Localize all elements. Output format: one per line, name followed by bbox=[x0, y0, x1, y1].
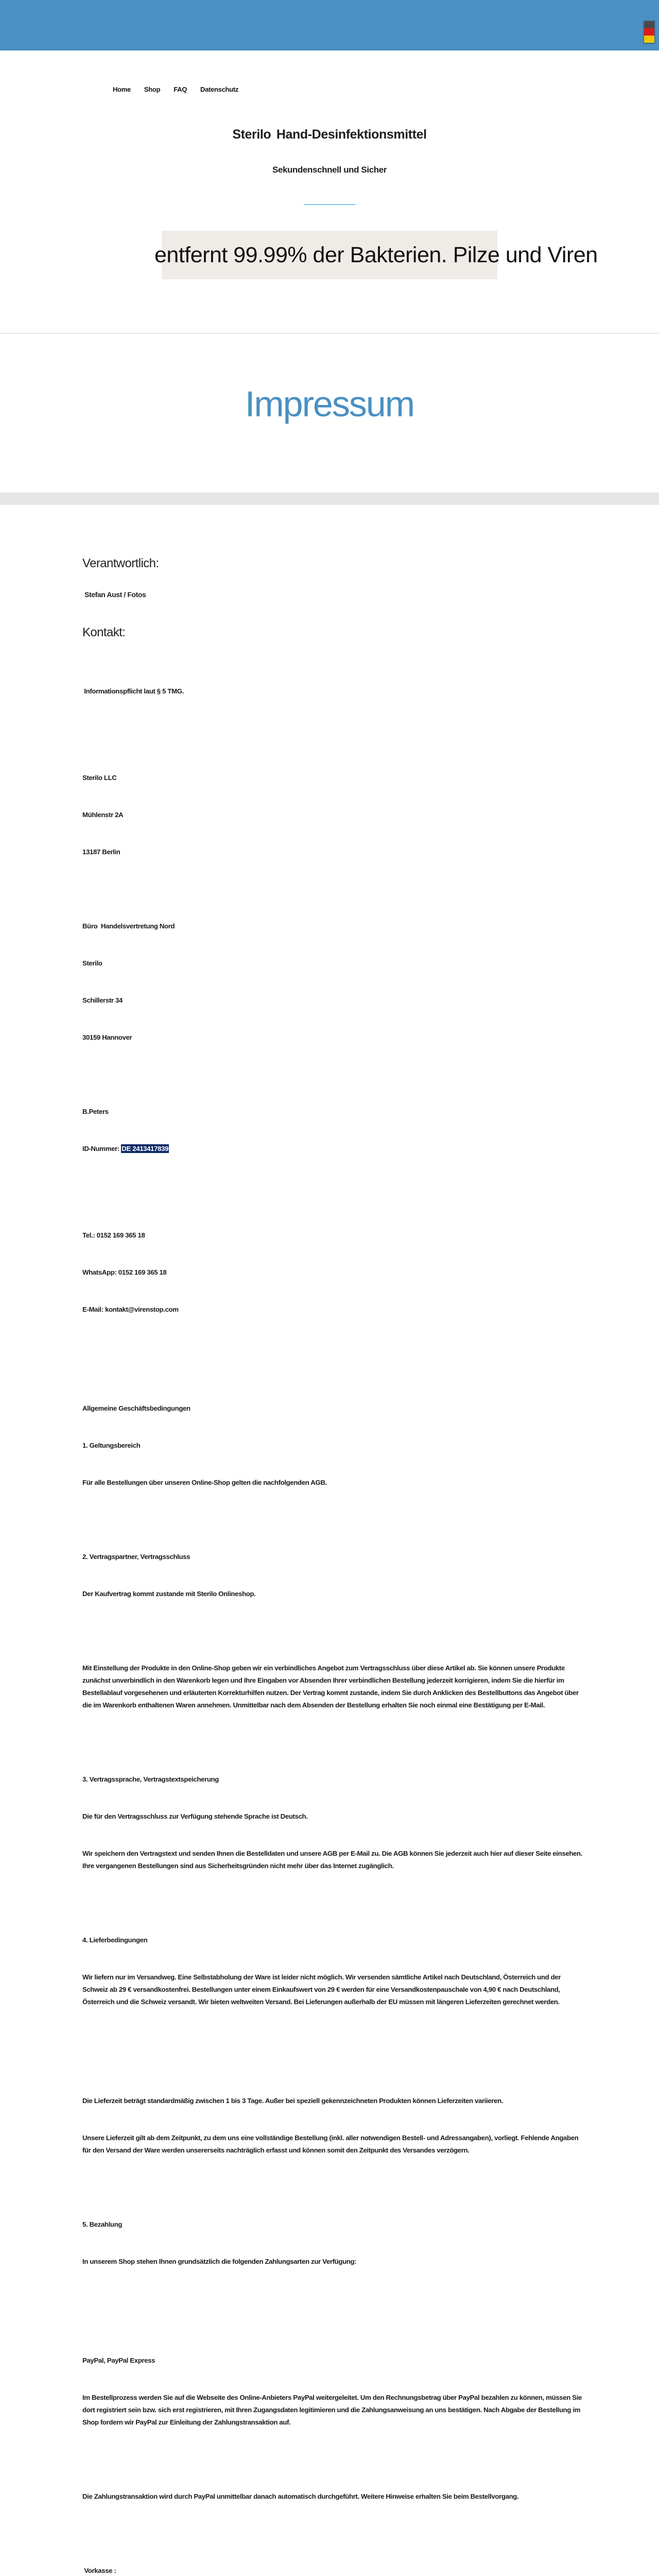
agb-s4-text2: Die Lieferzeit beträgt standardmäßig zwischen 1 bis 3 Tage. Außer bei speziell gekennzeichneten Produkten können Lieferzeiten variieren. bbox=[82, 2097, 504, 2105]
agb-s4-text: Wir liefern nur im Versandweg. Eine Selbstabholung der Ware ist leider nicht möglich. Wir versenden sämtliche Artikel nach Deutschland, Österreich und der Schweiz ab 29 € versandkostenfrei. Bestellungen unter einem Einkaufswert von 29 € werden für eine Versandkostenpauschale von 4,90 € nach Deutschland, Österreich und die Schweiz versandt. Wir bieten weltweiten Versand. Bei Lieferungen außerhalb der EU müssen mit längeren Lieferzeiten gerechnet werden. bbox=[82, 1973, 563, 2006]
main-nav bbox=[113, 86, 659, 93]
de-flag-icon[interactable] bbox=[644, 21, 655, 43]
responsible-name: Stefan Aust / Fotos bbox=[84, 590, 146, 599]
agb-s4-text3: Unsere Lieferzeit gilt ab dem Zeitpunkt, zu dem uns eine vollständige Bestellung (inkl. aller notwendigen Bestell- und Adressangaben), vorliegt. Fehlende Angaben für den Versand der Ware werden unsererseits nachträglich erfasst und können somit den Zeitpunkt des Versandes verzögern. bbox=[82, 2134, 580, 2154]
responsible-heading: Verantwortlich: bbox=[82, 556, 159, 570]
top-bar bbox=[0, 0, 659, 50]
company-street: Mühlenstr 2A bbox=[82, 811, 124, 819]
id-number bbox=[82, 1143, 587, 1155]
agb-s2-text2: Mit Einstellung der Produkte in den Online-Shop geben wir ein verbindliches Angebot zum Vertragsschluss über diese Artikel ab. Sie können unsere Produkte zunächst unverbindlich in den Warenkorb legen und Ihre Eingaben vor Absenden Ihrer verbindlichen Bestellung jederzeit korrigieren, indem Sie die hierfür im Bestellablauf vorgesehenen und erläuterten Korrekturhilfen nutzen. Der Vertrag kommt zustande, indem Sie durch Anklicken des Bestellbuttons das Angebot über die im Warenkorb enthaltenen Waren annehmen. Unmittelbar nach dem Absenden der Bestellung erhalten Sie noch einmal eine Bestätigung per E-Mail. bbox=[82, 1664, 581, 1709]
site-title: Sterilo Hand-Desinfektionsmittel bbox=[232, 127, 427, 142]
agb-s5-title: 5. Bezahlung bbox=[82, 2221, 123, 2228]
agb-s3-title: 3. Vertragssprache, Vertragstextspeicherung bbox=[82, 1775, 219, 1783]
impressum-text bbox=[82, 660, 587, 2576]
agb-s2-text: Der Kaufvertrag kommt zustande mit Sterilo Onlineshop. bbox=[82, 1590, 256, 1598]
office-company: Sterilo bbox=[82, 959, 102, 967]
agb-title: Allgemeine Geschäftsbedingungen bbox=[82, 1404, 190, 1412]
marquee-banner bbox=[154, 231, 598, 279]
paypal-text: Im Bestellprozess werden Sie auf die Webseite des Online-Anbieters PayPal weitergeleitet. Um den Rechnungsbetrag über PayPal bezahlen zu können, müssen Sie dort registriert sein bzw. sich erst registrieren, mit Ihren Zugangsdaten legitimieren und die Zahlungsanweisung an uns bestätigen. Nach Abgabe der Bestellung im Shop fordern wir PayPal zur Einleitung der Zahlungstransaktion auf. bbox=[82, 2394, 584, 2426]
office-city: 30159 Hannover bbox=[82, 1033, 132, 1041]
title-divider bbox=[304, 204, 355, 205]
whatsapp: WhatsApp: 0152 169 365 18 bbox=[82, 1268, 167, 1276]
agb-s3-text2: Wir speichern den Vertragstext und senden Ihnen die Bestelldaten und unsere AGB per E-Mail zu. Die AGB können Sie jederzeit auch hier auf dieser Seite einsehen. Ihre vergangenen Bestellungen sind aus Sicherheitsgründen nicht mehr über das Internet zugänglich. bbox=[82, 1850, 584, 1870]
contact-person: B.Peters bbox=[82, 1108, 109, 1115]
office-name: Büro Handelsvertretung Nord bbox=[82, 922, 175, 930]
nav-home[interactable]: Home bbox=[113, 86, 131, 93]
main-content bbox=[0, 505, 659, 2576]
marquee-text: entfernt 99.99% der Bakterien. Pilze und Viren bbox=[154, 243, 598, 267]
header-separator bbox=[0, 333, 659, 334]
agb-s5-text: In unserem Shop stehen Ihnen grundsätzlich die folgenden Zahlungsarten zur Verfügung: bbox=[82, 2258, 357, 2265]
id-value: DE 2413417839 bbox=[122, 1145, 169, 1153]
id-label: ID-Nummer: bbox=[82, 1145, 122, 1153]
site-subtitle: Sekundenschnell und Sicher bbox=[272, 165, 387, 175]
page-title: Impressum bbox=[245, 384, 414, 424]
agb-s3-text: Die für den Vertragsschluss zur Verfügung stehende Sprache ist Deutsch. bbox=[82, 1812, 308, 1820]
company-city: 13187 Berlin bbox=[82, 848, 120, 856]
agb-s1-title: 1. Geltungsbereich bbox=[82, 1442, 141, 1449]
nav-shop[interactable]: Shop bbox=[144, 86, 161, 93]
agb-s2-title: 2. Vertragspartner, Vertragsschluss bbox=[82, 1553, 190, 1561]
info-duty: Informationspflicht laut § 5 TMG. bbox=[82, 687, 184, 695]
company-name: Sterilo LLC bbox=[82, 774, 117, 782]
contact-heading: Kontakt: bbox=[82, 625, 126, 639]
paypal-text2: Die Zahlungstransaktion wird durch PayPal unmittelbar danach automatisch durchgeführt. Weitere Hinweise erhalten Sie beim Bestellvorgang. bbox=[82, 2493, 519, 2500]
nav-faq[interactable]: FAQ bbox=[174, 86, 187, 93]
phone: Tel.: 0152 169 365 18 bbox=[82, 1231, 145, 1239]
office-street: Schillerstr 34 bbox=[82, 996, 123, 1004]
email: E-Mail: kontakt@virenstop.com bbox=[82, 1306, 179, 1313]
vorkasse-title: Vorkasse : bbox=[82, 2567, 116, 2574]
agb-s1-text: Für alle Bestellungen über unseren Online-Shop gelten die nachfolgenden AGB. bbox=[82, 1479, 327, 1486]
agb-s4-title: 4. Lieferbedingungen bbox=[82, 1936, 148, 1944]
title-band bbox=[0, 493, 659, 505]
nav-datenschutz[interactable]: Datenschutz bbox=[200, 86, 239, 93]
paypal-title: PayPal, PayPal Express bbox=[82, 2357, 155, 2364]
